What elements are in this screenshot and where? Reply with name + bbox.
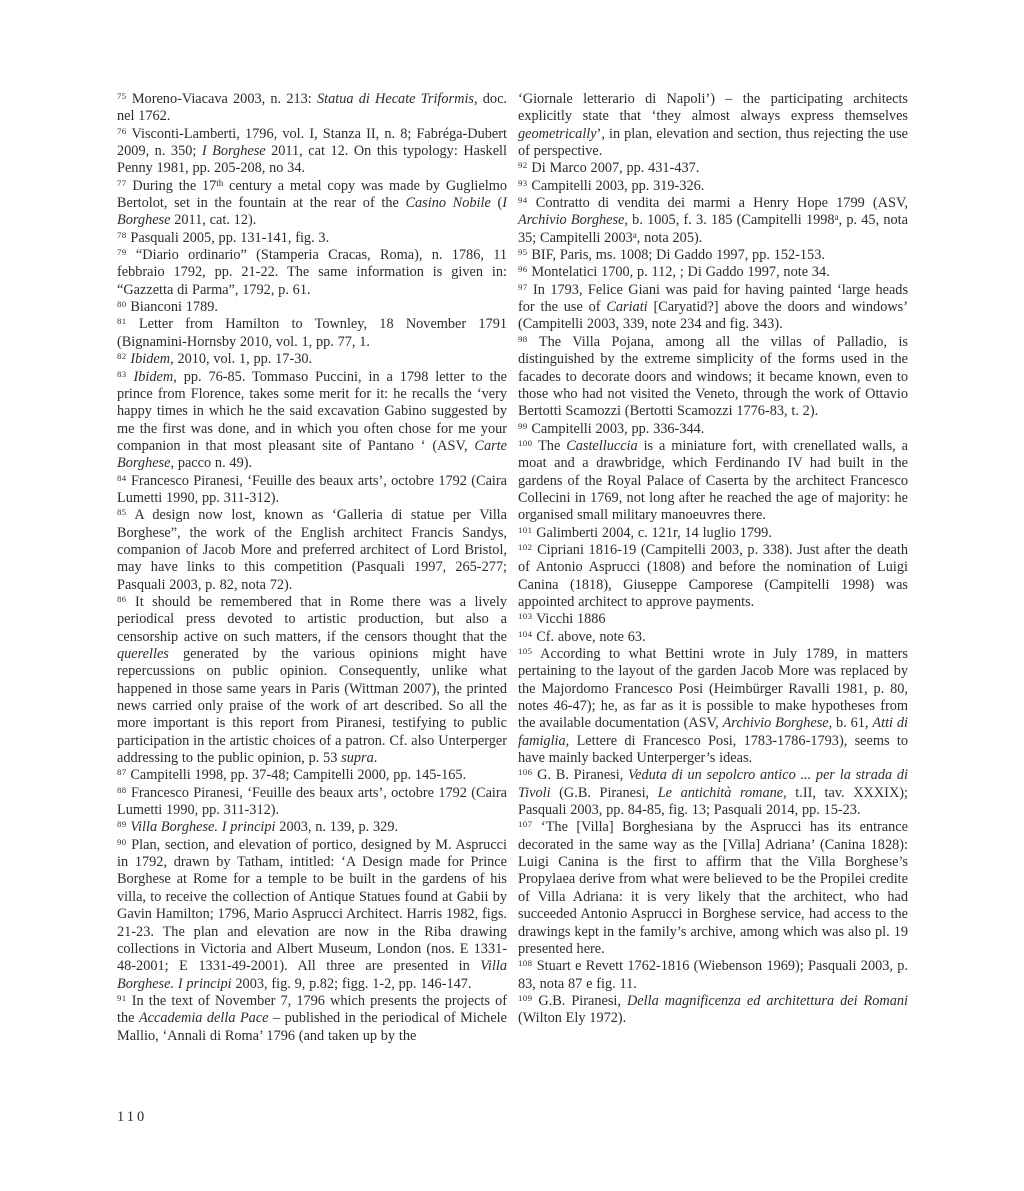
footnote xyxy=(117,767,507,784)
footnote xyxy=(117,247,507,299)
footnote xyxy=(117,369,507,473)
footnote-text: Plan, section, and elevation of portico, designed by M. Asprucci in 1792, drawn by Tatham, intitled: ‘A Design made for Prince Borghese at Rome for a temple to be built in the gardens of his villa, to receive the collection of Antique Statues found at Gabii by Gavin Hamilton; 1796, Mario Asprucci Architect. Harris 1982, figs. 21-23. The plan and elevation are now in the Riba drawing collections in Victoria and Albert Museum, London (nos. E 1331-48-2001; E 1331-49-2001). All three are presented in xyxy=(117,836,507,975)
footnote-text: Pasquali 2005, pp. 131-141, fig. 3. xyxy=(130,229,330,246)
footnote-text: Bianconi 1789. xyxy=(130,299,218,316)
right-column xyxy=(518,91,908,1045)
footnote-number: 80 xyxy=(117,299,127,310)
left-column xyxy=(117,91,507,1045)
footnote-number: 85 xyxy=(117,507,127,518)
footnote xyxy=(518,542,908,611)
footnote-text: Vicchi 1886 xyxy=(535,611,606,628)
footnote xyxy=(117,299,507,316)
footnote-text: Casino Nobile xyxy=(405,195,491,212)
footnote-text: Veduta di un sepolcro antico ... per la strada di Tivoli xyxy=(518,767,908,801)
footnote xyxy=(518,282,908,334)
footnote xyxy=(518,247,908,264)
footnote-text: The xyxy=(538,437,567,454)
footnote-text: , pacco n. 49). xyxy=(170,455,253,472)
footnote-text: Visconti-Lamberti, 1796, vol. I, Stanza II, n. 8; Fabréga-Dubert 2009, n. 350; xyxy=(117,125,507,160)
footnote xyxy=(117,837,507,993)
footnote-text: 2003, fig. 9, p.82; figg. 1-2, pp. 146-147. xyxy=(231,975,472,992)
footnote-text: ’, in plan, elevation and section, thus rejecting the use of perspective. xyxy=(518,125,908,160)
footnote-text: Cf. above, note 63. xyxy=(536,628,646,645)
footnote-text: , Lettere di Francesco Posi, 1783-1786-1793), seems to have mainly backed Unterperger’s ideas. xyxy=(518,732,908,767)
footnote-text: Francesco Piranesi, ‘Feuille des beaux arts’, octobre 1792 (Caira Lumetti 1990, pp. 311-312). xyxy=(117,784,508,819)
footnote-text: – published in the periodical of Michele Mallio, ‘Annali di Roma’ 1796 (and taken up by the xyxy=(117,1010,507,1044)
footnote-text: generated by the various opinions might have repercussions on public opinion. Consequently, unlike what happened in those same years in Paris (Wittman 2007), the printed news carried only praise of the work of art described. So all the more important is this report from Piranesi, testifying to public participation in the artistic choices of a patron. Cf. also Unterperger addressing to the public opinion, p. 53 xyxy=(117,646,507,767)
footnote-number: 89 xyxy=(117,819,127,830)
footnote-text: , b. 1005, f. 3. 185 (Campitelli 1998 xyxy=(624,212,835,229)
footnote-text: Ibidem xyxy=(133,368,174,385)
notes-columns xyxy=(117,91,908,1045)
footnote-text: In the text of November 7, 1796 which presents the projects of the xyxy=(117,992,507,1027)
footnote-text: , doc. nel 1762. xyxy=(117,91,507,125)
footnote-text: a xyxy=(632,229,637,240)
footnote-text: querelles xyxy=(117,646,169,662)
footnote-text: Accademia della Pace xyxy=(138,1010,269,1027)
footnote-text: During the 17 xyxy=(132,177,217,194)
footnote-text: [Caryatid?] above the doors and windows’ (Campitelli 2003, 339, note 234 and fig. 343). xyxy=(518,299,908,333)
footnote-number: 83 xyxy=(117,368,127,379)
footnote-text: Archivio Borghese xyxy=(518,212,625,229)
footnote-text: Francesco Piranesi, ‘Feuille des beaux arts’, octobre 1792 (Caira Lumetti 1990, pp. 311-312). xyxy=(117,472,508,506)
footnote xyxy=(518,611,908,628)
footnote-text: , 2010, vol. 1, pp. 17-30. xyxy=(170,351,313,368)
footnote-text: Castelluccia xyxy=(566,437,638,454)
footnote-text: Villa Borghese. I principi xyxy=(130,819,276,836)
footnote-text: According to what Bettini wrote in July 1789, in matters pertaining to the layout of the garden Jacob More was replaced by the Majordomo Francesco Posi (Heimbürger Ravalli 1981, p. 80, notes 46-47); he, as far as it is possible to make hypotheses from the available documentation (ASV, xyxy=(518,646,908,732)
footnote xyxy=(518,264,908,281)
footnote-text: Campitelli 2003, pp. 336-344. xyxy=(531,420,705,437)
footnote-text: G.B. Piranesi, xyxy=(538,992,627,1009)
footnote-number: 90 xyxy=(117,836,127,847)
footnote-number: 76 xyxy=(117,125,127,136)
footnote xyxy=(518,334,908,421)
footnote-text: Campitelli 1998, pp. 37-48; Campitelli 2000, pp. 145-165. xyxy=(130,767,467,784)
footnote-text: , pp. 76-85. Tommaso Puccini, in a 1798 letter to the prince from Florence, takes some merit for it: he recalls the ‘very happy times in which he the said excavation Gabino suggested by me the first was done, and in which you often chose for me your companion in that most pleasant site of Pantano ‘ (ASV, xyxy=(117,368,507,454)
footnote xyxy=(117,785,507,820)
footnote-text: th xyxy=(216,177,224,188)
footnote-number: 79 xyxy=(117,247,127,258)
footnote-number: 106 xyxy=(518,767,533,778)
footnote-number: 77 xyxy=(117,177,127,188)
footnote xyxy=(518,629,908,646)
footnote xyxy=(117,594,507,767)
footnote xyxy=(518,646,908,767)
footnote-text: . xyxy=(373,750,378,767)
footnote-text: Cipriani 1816-19 (Campitelli 2003, p. 338). Just after the death of Antonio Asprucci (1808) and before the nomination of Luigi Canina (1818), Giuseppe Camporese (Campitelli 1998) was appointed architect to approve payments. xyxy=(518,541,909,610)
footnote xyxy=(117,178,507,230)
footnote xyxy=(117,819,507,836)
footnote-text: Atti di famiglia xyxy=(518,715,909,749)
footnote-number: 87 xyxy=(117,767,127,778)
footnote-text: (G.B. Piranesi, xyxy=(550,784,658,801)
footnote-number: 99 xyxy=(518,420,528,431)
footnote-text: a xyxy=(834,212,839,223)
footnote-text: 2011, cat. 12). xyxy=(170,212,257,229)
footnote-text: It should be remembered that in Rome there was a lively periodical press devoted to artistic production, but also a censorship active on such matters, if the censors thought that the xyxy=(117,593,507,645)
footnote-text: (Wilton Ely 1972). xyxy=(518,1010,627,1027)
footnote xyxy=(117,993,507,1045)
footnote-text: , nota 205). xyxy=(636,229,703,246)
footnote xyxy=(518,160,908,177)
footnote-number: 98 xyxy=(518,333,528,344)
footnote-text: Montelatici 1700, p. 112, ; Di Gaddo 1997, note 34. xyxy=(531,264,830,281)
footnote xyxy=(518,91,908,160)
footnote xyxy=(117,91,507,126)
footnote xyxy=(518,421,908,438)
footnote-text: Stuart e Revett 1762-1816 (Wiebenson 1969); Pasquali 2003, p. 83, nota 87 e fig. 11. xyxy=(518,958,908,992)
footnote-number: 92 xyxy=(518,160,528,171)
footnote-number: 107 xyxy=(518,819,533,830)
footnote-text: Cariati xyxy=(606,299,648,316)
footnote-number: 100 xyxy=(518,437,533,448)
footnote-text: Archivio Borghese xyxy=(722,715,829,732)
footnote xyxy=(518,178,908,195)
page-number: 110 xyxy=(117,1109,148,1125)
footnote-text: Campitelli 2003, pp. 319-326. xyxy=(531,177,705,194)
footnote-number: 88 xyxy=(117,784,127,795)
footnote-number: 82 xyxy=(117,351,127,362)
footnote xyxy=(117,126,507,178)
footnote-text: Ibidem xyxy=(130,351,171,368)
footnote-number: 102 xyxy=(518,541,533,552)
footnote-text: Della magnificenza ed architettura dei Romani xyxy=(626,992,908,1009)
footnote-text: century a metal copy was made by Guglielmo Bertolot, set in the fountain at the rear of the xyxy=(117,177,507,212)
footnote-number: 105 xyxy=(518,646,533,657)
footnote-text: Di Marco 2007, pp. 431-437. xyxy=(531,160,700,177)
footnote-number: 75 xyxy=(117,91,127,102)
footnote-number: 108 xyxy=(518,958,533,969)
footnote-number: 104 xyxy=(518,628,533,639)
footnote-text: , b. 61, xyxy=(828,715,873,732)
footnote-number: 101 xyxy=(518,524,533,535)
footnote xyxy=(117,316,507,351)
footnote-text: In 1793, Felice Giani was paid for having painted ‘large heads for the use of xyxy=(518,281,909,316)
footnote xyxy=(518,195,908,247)
footnote xyxy=(117,351,507,368)
footnote xyxy=(518,525,908,542)
footnote-text: Contratto di vendita dei marmi a Henry Hope 1799 (ASV, xyxy=(535,195,908,212)
footnote-number: 109 xyxy=(518,992,533,1003)
footnote-text: , p. 45, nota 35; Campitelli 2003 xyxy=(518,212,908,246)
footnote-number: 103 xyxy=(518,611,533,622)
footnote-number: 93 xyxy=(518,177,528,188)
footnote xyxy=(518,819,908,958)
footnote-text: Letter from Hamilton to Townley, 18 November 1791 (Bignamini-Hornsby 2010, vol. 1, pp. 77, 1. xyxy=(117,316,507,350)
footnote xyxy=(518,958,908,993)
footnote-text: I Borghese xyxy=(117,195,507,229)
footnote-number: 78 xyxy=(117,229,127,240)
footnote-number: 84 xyxy=(117,472,127,483)
footnote-text: I Borghese xyxy=(201,143,266,160)
footnote-number: 94 xyxy=(518,195,528,206)
footnote-number: 86 xyxy=(117,594,127,605)
footnote-text: 2011, cat 12. On this typology: Haskell Penny 1981, pp. 205-208, no 34. xyxy=(117,143,507,177)
footnote-text: Galimberti 2004, c. 121r, 14 luglio 1799. xyxy=(536,524,772,541)
footnote-text: Moreno-Viacava 2003, n. 213: xyxy=(131,91,317,107)
footnote-text: Le antichità romane xyxy=(657,784,784,801)
footnote-text: ‘The [Villa] Borghesiana by the Asprucci has its entrance decorated in the same way as the [Villa] Adriana’ (Canina 1828): Luigi Canina is the first to affirm that the Villa Borghese’s Propylaea derive from what were believed to be the Propilei credite of Villa Adriana: it is very likely that the architect, who had succeeded Antonio Asprucci in Borghese service, had access to the drawings kept in the family’s archive, among which was also pl. 19 presented here. xyxy=(518,819,908,957)
footnote-text: Carte Borghese xyxy=(117,437,507,472)
footnote xyxy=(117,473,507,508)
footnote-text: is a miniature fort, with crenellated walls, a moat and a drawbridge, which Ferdinando IV had built in the gardens of the Royal Palace of Caserta by the architect Francesco Collecini in 1769, not long after he reached the age of majority: he organised small military manoeuvres there. xyxy=(518,437,908,524)
footnote xyxy=(117,507,507,594)
footnote-text: geometrically xyxy=(518,125,597,142)
footnote-text: ‘Giornale letterario di Napoli’) – the participating architects explicitly state that ‘they almost always express themselves xyxy=(518,91,908,125)
footnote-text: Villa Borghese. I principi xyxy=(117,958,507,992)
footnote-text: “Diario ordinario” (Stamperia Cracas, Roma), n. 1786, 11 febbraio 1792, pp. 21-22. The same information is given in: “Gazzetta di Parma”, 1792, p. 61. xyxy=(117,247,507,298)
footnote-number: 96 xyxy=(518,264,528,275)
footnote-text: Statua di Hecate Triformis xyxy=(316,91,474,107)
footnote xyxy=(117,230,507,247)
footnote-number: 97 xyxy=(518,281,528,292)
footnote-number: 81 xyxy=(117,316,127,327)
footnote-text: 2003, n. 139, p. 329. xyxy=(275,819,399,836)
footnote-text: supra xyxy=(341,750,374,767)
footnote xyxy=(518,993,908,1028)
footnote-number: 95 xyxy=(518,247,528,258)
footnote-text: The Villa Pojana, among all the villas of Palladio, is distinguished by the extreme simplicity of the forms used in the facades to decorate doors and windows; it became known, even to those who had not visited the Veneto, through the work of Ottavio Bertotti Scamozzi (Bertotti Scamozzi 1776-83, t. 2). xyxy=(518,333,908,420)
footnote xyxy=(518,438,908,525)
footnote-text: A design now lost, known as ‘Galleria di statue per Villa Borghese”, the work of the English architect Francis Sandys, companion of Jacob More and preferred architect of Lord Bristol, may have links to this competition (Pasquali 1997, 265-277; Pasquali 2003, p. 82, nota 72). xyxy=(117,507,507,593)
footnote-text: ( xyxy=(490,195,503,212)
footnote-text: BIF, Paris, ms. 1008; Di Gaddo 1997, pp. 152-153. xyxy=(531,247,825,264)
footnote xyxy=(518,767,908,819)
footnote-number: 91 xyxy=(117,992,127,1003)
footnote-text: , t.II, tav. XXXIX); Pasquali 2003, pp. 84-85, fig. 13; Pasquali 2014, pp. 15-23. xyxy=(518,784,909,819)
footnote-text: G. B. Piranesi, xyxy=(537,767,629,784)
